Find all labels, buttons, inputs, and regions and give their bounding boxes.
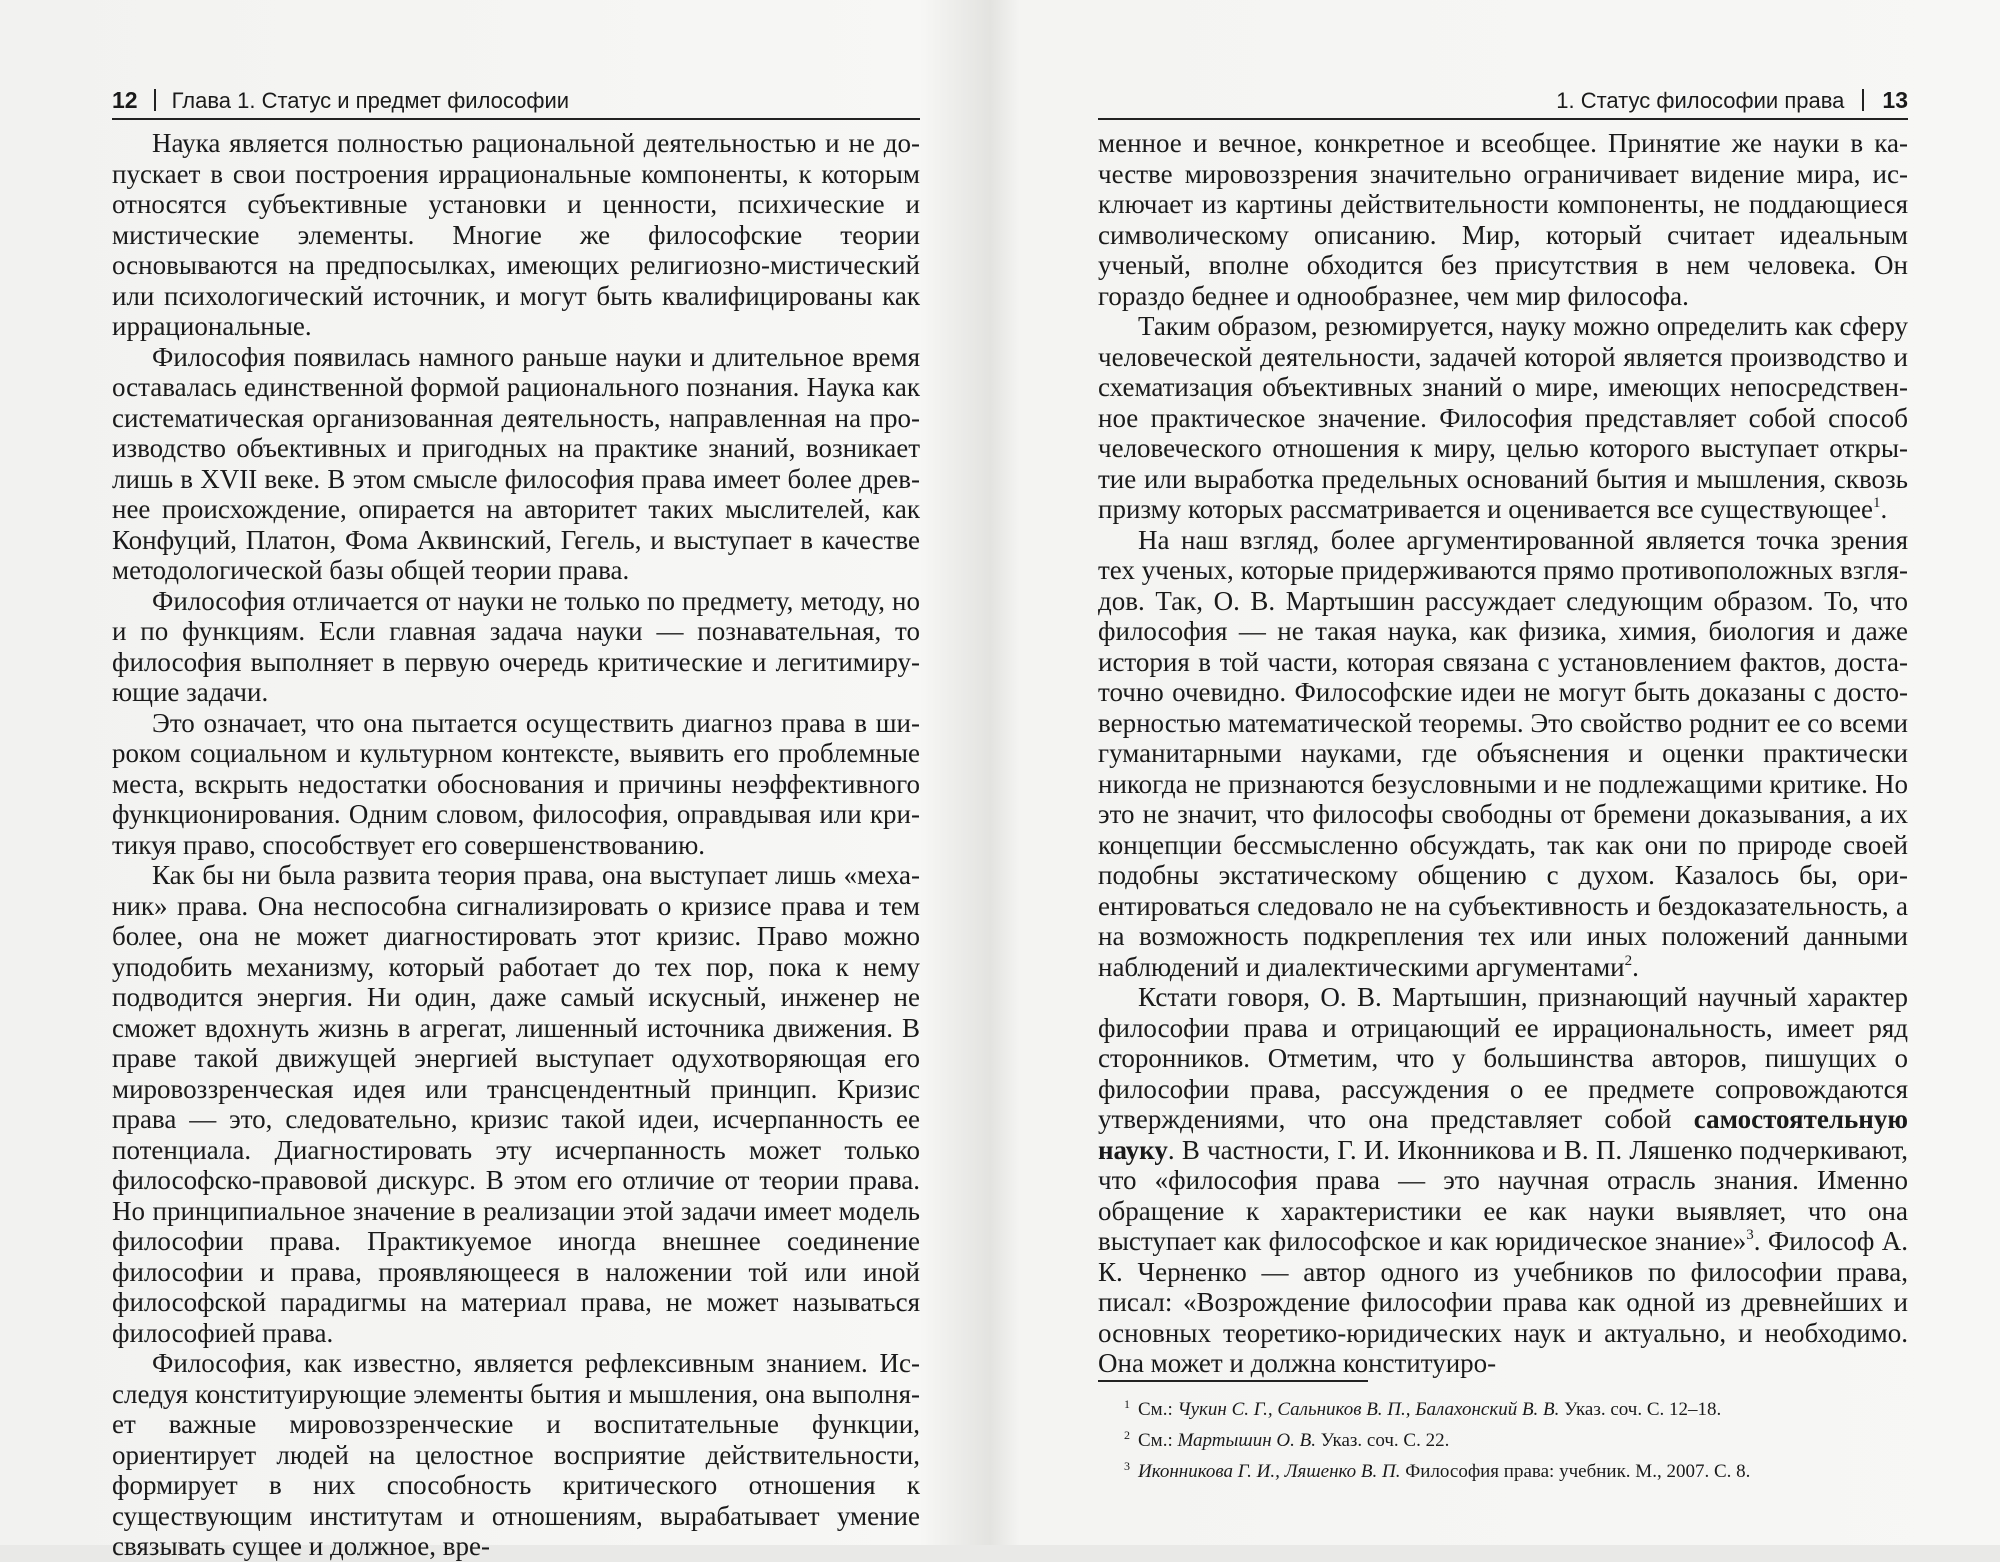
running-header-right [1098,82,1908,120]
paragraph: Наука является полностью рациональной деятельностью и не допускает в свои построения иррациональные компоненты, к которым относятся субъективные установки и ценности, психические и мистические элементы. Многие же философские теории основываются на предпосылках, имеющих религиозно-мистический или психологический источник, и могут быть квалифицированы как иррациональные. [112,128,920,341]
page-number: 13 [1882,87,1908,113]
running-header-left [112,82,920,120]
bold-term: самостоятельную науку [1098,1104,1908,1165]
paragraph: Философия появилась намного раньше науки и длительное время оставалась единственной формой рационального познания. Наука как систематическая организованная деятельность, направленная на производство объективных и пригодных на практике знаний, возникает лишь в XVII веке. В этом смысле философия права имеет более древнее происхождение, опирается на авторитет таких мыслителей, как Конфуций, Платон, Фома Аквинский, Гегель, и выступает в качестве методологической базы общей теории права. [112,341,920,585]
section-title: 1. Статус философии права [1556,88,1845,113]
right-page [1000,0,2000,1545]
footnote-separator [1098,1380,1368,1382]
chapter-title: Глава 1. Статус и предмет философии [171,88,570,113]
left-page [0,0,1000,1561]
footnotes [1098,1394,1908,1487]
paragraph: менное и вечное, конкретное и всеобщее. Принятие же науки в качестве мировоззрения значительно ограничивает видение мира, исключает из картины действительности компоненты, не поддающиеся символическому описанию. Мир, который считает идеальным ученый, вполне обходится без присутствия в нем человека. Он гораздо беднее и однообразнее, чем мир философа. [1098,128,1908,311]
left-body-text [112,128,920,1562]
page-number: 12 [112,87,138,113]
paragraph: Философия отличается от науки не только по предмету, методу, но и по функциям. Если главная задача науки — познавательная, то философия выполняет в первую очередь критические и легитимирующие задачи. [112,585,920,707]
footnote: $^2$ См.: Мартышин О. В. Указ. соч. С. 22. [1124,1428,1450,1451]
paragraph: Как бы ни была развита теория права, она выступает лишь «механик» права. Она неспособна сигнализировать о кризисе права и тем более, она не может диагностировать этот кризис. Право можно уподобить механизму, который работает до тех пор, пока к нему подводится энергия. Ни один, даже самый искусный, инженер не сможет вдохнуть жизнь в агрегат, лишенный источника движения. В праве такой движущей энергией выступает одухотворяющая его мировоззренческая идея или трансцендентный принцип. Кризис права — это, следовательно, кризис такой идеи, исчерпанность ее потенциала. Диагностировать эту исчерпанность может только философско-правовой дискурс. В этом его отличие от теории права. Но принципиальное значение в реализации этой задачи имеет модель философии права. Практикуемое иногда внешнее соединение философии и права, проявляющееся в наложении той или иной философской парадигмы на материал права, не может называться философией права. [112,860,920,1348]
paragraph: Это означает, что она пытается осуществить диагноз права в широком социальном и культурном контексте, выявить его проблемные места, вскрыть недостатки обоснования и причины неэффективного функционирования. Одним словом, философия, оправдывая или критикуя право, способствует его совершенствованию. [112,707,920,860]
paragraph: Таким образом, резюмируется, науку можно определить как сферу человеческой деятельности, задачей которой является производство и схематизация объективных знаний о мире, имеющих непосредственное практическое значение. Философия представляет собой способ человеческого отношения к миру, целью которого выступает открытие или выработка предельных оснований бытия и мышления, сквозь призму которых рассматривается и оценивается все существующее$^1$. [1098,311,1908,524]
footnote-ref[interactable]: 2 [1624,952,1633,969]
footnote-ref[interactable]: 3 [1746,1227,1754,1243]
paragraph: Кстати говоря, О. В. Мартышин, признающий научный характер философии права и отрицающий ее иррациональность, имеет ряд сторонников. Отметим, что у большинства авторов, пишущих о философии права, рассуждения о ее предмете сопровождаются утверждениями, что она представляет собой самостоятельную науку. В частности, Г. И. Иконникова и В. П. Ляшенко подчеркивают, что «философия права — это научная отрасль знания. Именно обращение к характеристики ее как науки выявляет, что она выступает как философское и как юридическое знание»$^3$. Философ А. К. Черненко — автор одного из учебников по философии права, писал: «Возрождение философии права как одной из древнейших и основных теоретико-юридических наук и актуально, и необходимо. Она может и должна конституиро- [1098,982,1908,1378]
paragraph: На наш взгляд, более аргументированной является точка зрения тех ученых, которые придерживаются прямо противоположных взглядов. Так, О. В. Мартышин рассуждает следующим образом. То, что философия — не такая наука, как физика, химия, биология и даже история в той части, которая связана с установлением фактов, достаточно очевидно. Философские идеи не могут быть доказаны с достоверностью математической теоремы. Это свойство роднит ее со всеми гуманитарными науками, где объяснения и оценки практически никогда не признаются безусловными и не подлежащими критике. Но это не значит, что философы свободны от бремени доказывания, а их концепции бессмысленно обсуждать, так как они по природе своей подобны экстатическому общению с духом. Казалось бы, ориентироваться следовало не на субъективность и бездоказательность, а на возможность подкрепления тех или иных положений данными наблюдений и диалектическими аргументами$^2$. [1098,524,1908,982]
paragraph: Философия, как известно, является рефлексивным знанием. Исследуя конституирующие элементы бытия и мышления, она выполняет важные мировоззренческие и воспитательные функции, ориентирует людей на целостное восприятие действительности, формирует в них способность критического отношения к существующим институтам и отношениям, вырабатывает умение связывать сущее и должное, вре- [112,1348,920,1561]
footnote: $^3$ Иконникова Г. И., Ляшенко В. П. Философия права: учебник. М., 2007. С. 8. [1124,1459,1751,1482]
header-divider [154,89,156,111]
header-divider [1862,89,1864,111]
right-body-text [1098,128,1908,1379]
footnote-ref[interactable]: 1 [1873,495,1881,511]
footnote: $^1$ См.: Чукин С. Г., Сальников В. П., Балахонский В. В. Указ. соч. С. 12–18. [1124,1397,1722,1420]
